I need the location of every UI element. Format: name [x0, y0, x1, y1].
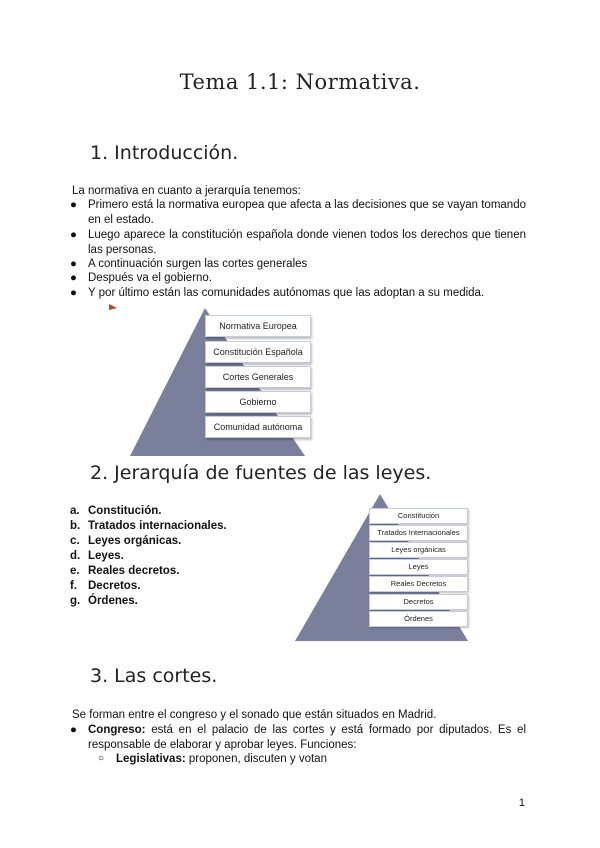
section-3-heading: 3. Las cortes.	[90, 665, 218, 687]
bullet-icon: ●	[70, 199, 77, 211]
circle-bullet-icon: ○	[98, 753, 105, 764]
list-item: d. Leyes.	[70, 550, 124, 562]
list-item: ● Después va el gobierno.	[70, 272, 213, 284]
list-item: b. Tratados internacionales.	[70, 520, 227, 532]
list-item: a. Constitución.	[70, 505, 162, 517]
section-1-intro: La normativa en cuanto a jerarquía tenemos:	[72, 185, 301, 197]
pyramid-level: Gobierno	[205, 391, 311, 413]
pyramid-level: Cortes Generales	[205, 366, 311, 388]
small-marker-icon	[109, 304, 117, 310]
pyramid-level: Reales Decretos	[369, 576, 468, 592]
list-item: ● Primero está la normativa europea que afecta a las decisiones que se vayan tomando en el estado.	[70, 199, 526, 226]
list-item: g. Órdenes.	[70, 595, 138, 607]
section-1-heading: 1. Introducción.	[90, 142, 239, 164]
pyramid-level: Leyes	[369, 559, 468, 575]
list-item: c. Leyes orgánicas.	[70, 535, 182, 547]
pyramid-level: Constitución	[369, 508, 468, 524]
list-item: f. Decretos.	[70, 580, 141, 592]
section-2-heading: 2. Jerarquía de fuentes de las leyes.	[90, 462, 432, 484]
pyramid-level: Constitución Española	[205, 341, 311, 363]
list-item: ● Luego aparece la constitución española donde vienen todos los derechos que tienen las personas.	[70, 229, 526, 256]
pyramid-level: Decretos	[369, 594, 468, 610]
bullet-icon: ●	[70, 258, 77, 270]
bullet-icon: ●	[70, 724, 77, 736]
bullet-icon: ●	[70, 229, 77, 241]
pyramid-level: Normativa Europea	[205, 315, 311, 337]
list-item: ● A continuación surgen las cortes generales	[70, 258, 308, 270]
sub-list-item: ○ Legislativas: proponen, discuten y votan	[98, 753, 327, 765]
list-item: ● Congreso: está en el palacio de las cortes y está formado por diputados. Es el responsable de elaborar y aprobar leyes. Funciones:	[70, 724, 526, 751]
bullet-icon: ●	[70, 272, 77, 284]
document-title: Tema 1.1: Normativa.	[179, 70, 421, 94]
bullet-icon: ●	[70, 287, 77, 299]
list-item: ● Y por último están las comunidades autónomas que las adoptan a su medida.	[70, 287, 485, 299]
section-3-intro: Se forman entre el congreso y el sonado que están situados en Madrid.	[72, 709, 437, 721]
list-item: e. Reales decretos.	[70, 565, 180, 577]
pyramid-level: Tratados Internacionales	[369, 525, 468, 541]
pyramid-level: Leyes orgánicas	[369, 542, 468, 558]
page-number: 1	[518, 797, 525, 809]
pyramid-level: Órdenes	[369, 611, 468, 627]
pyramid-level: Comunidad autónoma	[205, 416, 311, 438]
